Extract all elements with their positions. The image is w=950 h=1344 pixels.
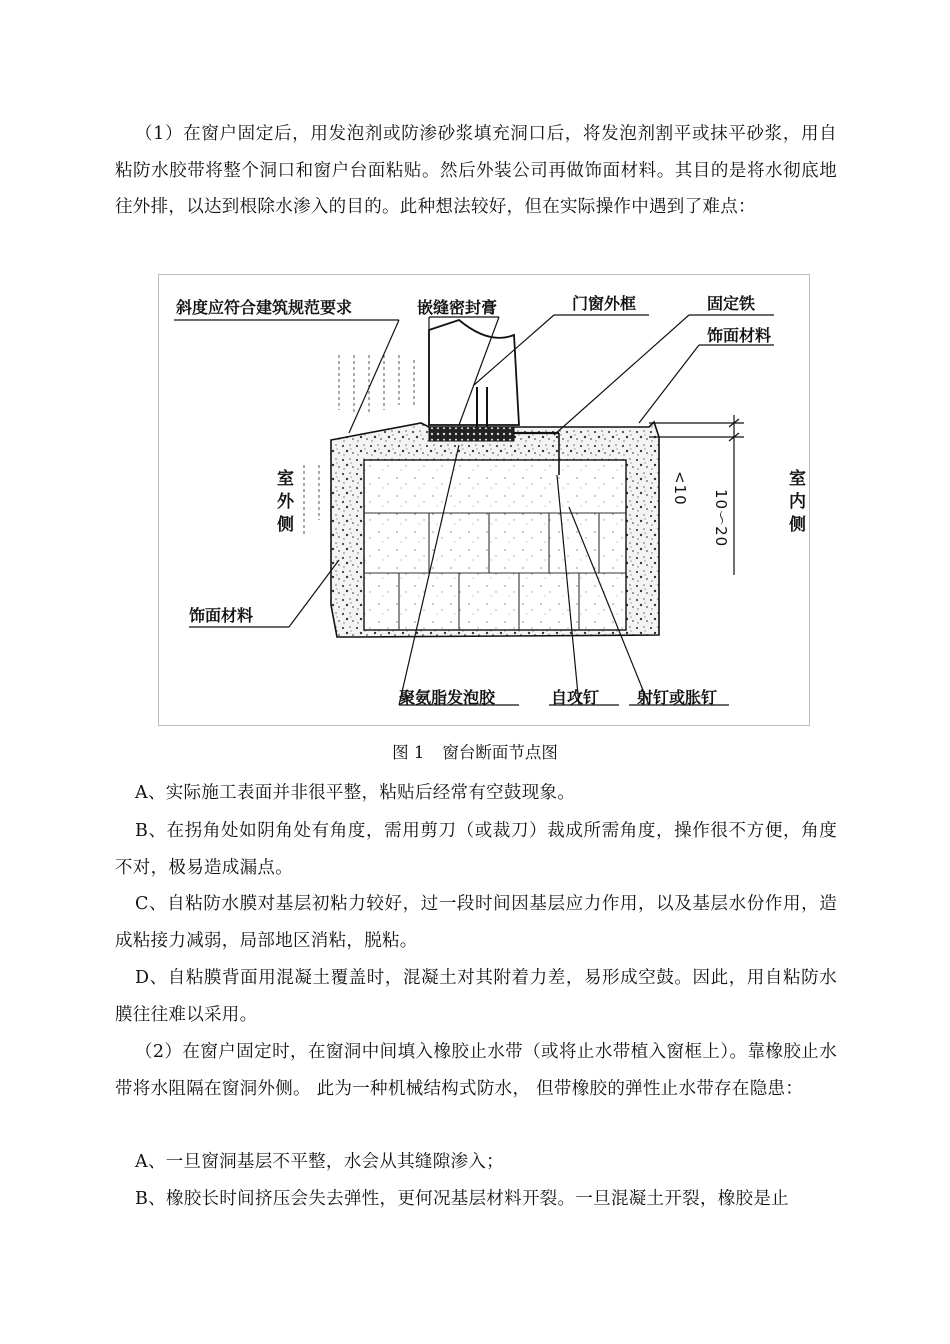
label-screw: 自攻钉 (551, 688, 600, 707)
label-finish-left: 饰面材料 (189, 606, 254, 625)
dimension-range: 10～20 (712, 489, 730, 548)
caption-number: 图 1 (392, 743, 425, 762)
label-slope: 斜度应符合建筑规范要求 (176, 298, 353, 317)
label-outside: 室外侧 (273, 469, 293, 538)
paragraph-method-2: （2）在窗户固定时，在窗洞中间填入橡胶止水带（或将止水带植入窗框上）。靠橡胶止水带将水阻隔在窗洞外侧。 此为一种机械结构式防水， 但带橡胶的弹性止水带存在隐患： (115, 1042, 837, 1099)
paragraph-c1: C、自粘防水膜对基层初粘力较好，过一段时间因基层应力作用，以及基层水份作用，造成粘接力减弱，局部地区消粘，脱粘。 (115, 894, 837, 951)
foam-fill (429, 427, 514, 441)
label-frame: 门窗外框 (572, 294, 637, 313)
window-sill-section-figure (158, 274, 810, 726)
label-nail: 射钉或胀钉 (637, 688, 718, 707)
dimension-small: <10 (671, 471, 689, 506)
figure-caption (0, 739, 950, 767)
label-foam: 聚氨脂发泡胶 (399, 688, 496, 707)
caption-text: 窗台断面节点图 (442, 743, 558, 762)
paragraph-d1: D、自粘膜背面用混凝土覆盖时，混凝土对其附着力差，易形成空鼓。因此，用自粘防水膜往往难以采用。 (115, 968, 837, 1025)
label-finish-top: 饰面材料 (707, 326, 772, 345)
masonry-core (364, 460, 626, 630)
label-inside: 室内侧 (785, 469, 805, 538)
paragraph-b2: B、橡胶长时间挤压会失去弹性，更何况基层材料开裂。一旦混凝土开裂，橡胶是止 (135, 1189, 789, 1209)
paragraph-a2: A、一旦窗洞基层不平整，水会从其缝隙渗入； (135, 1152, 504, 1172)
label-fixing-iron: 固定铁 (707, 294, 756, 313)
paragraph-a1: A、实际施工表面并非很平整，粘贴后经常有空鼓现象。 (135, 783, 576, 803)
window-frame-shape (429, 320, 519, 425)
label-sealant: 嵌缝密封膏 (417, 298, 498, 317)
paragraph-b1: B、在拐角处如阴角处有角度，需用剪刀（或裁刀）裁成所需角度，操作很不方便，角度不对，极易造成漏点。 (115, 821, 837, 878)
paragraph-method-1: （1）在窗户固定后，用发泡剂或防渗砂浆填充洞口后，将发泡剂割平或抹平砂浆，用自粘防水胶带将整个洞口和窗户台面粘贴。然后外装公司再做饰面材料。其目的是将水彻底地往外排，以达到根除水渗入的目的。此种想法较好，但在实际操作中遇到了难点： (115, 124, 837, 217)
